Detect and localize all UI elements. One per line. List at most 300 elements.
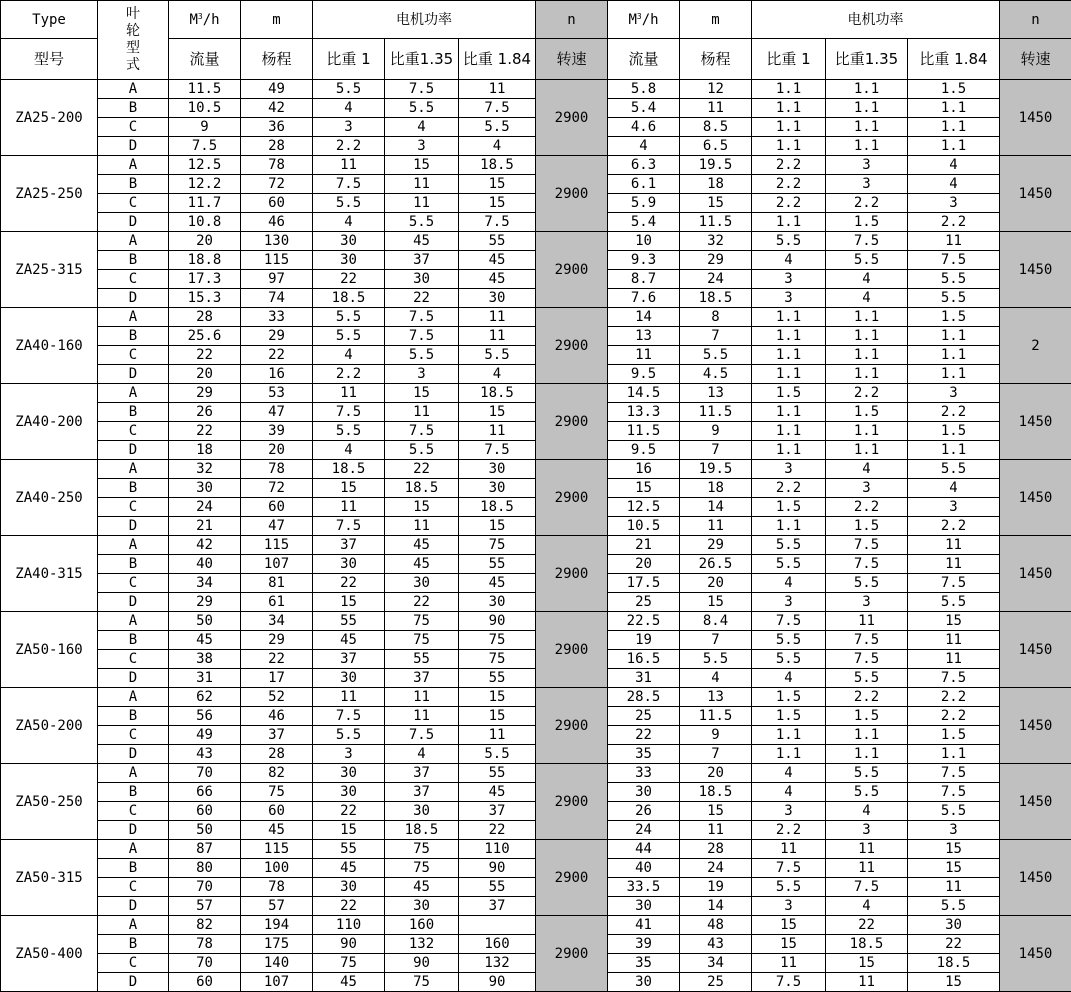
head-1450-cell: 11.5 [680,213,752,232]
power-sg135-2900-cell: 22 [385,593,459,612]
power-sg184-2900-cell: 30 [459,593,536,612]
power-sg135-1450-cell: 7.5 [826,536,908,555]
speed-1450-cell: 1450 [1000,612,1071,688]
flow-1450-cell: 6.3 [608,156,680,175]
power-sg184-1450-cell: 5.5 [908,802,1000,821]
flow-1450-cell: 5.4 [608,99,680,118]
power-sg135-1450-cell: 1.1 [826,745,908,764]
power-sg135-2900-cell: 132 [385,935,459,954]
power-sg184-2900-cell: 7.5 [459,441,536,460]
flow-2900-cell: 20 [169,232,241,251]
head-2900-cell: 61 [241,593,313,612]
speed-1450-cell: 1450 [1000,156,1071,232]
power-sg184-2900-cell: 45 [459,270,536,289]
power-sg1-1450-cell: 1.5 [752,498,826,517]
power-sg184-1450-cell: 5.5 [908,270,1000,289]
power-sg1-2900-cell: 11 [313,156,385,175]
power-sg135-1450-cell: 18.5 [826,935,908,954]
power-sg184-1450-cell: 7.5 [908,574,1000,593]
power-sg135-2900-cell: 75 [385,631,459,650]
flow-1450-cell: 14 [608,308,680,327]
power-sg1-2900-cell: 30 [313,251,385,270]
flow-2900-cell: 70 [169,878,241,897]
power-sg184-2900-cell: 5.5 [459,745,536,764]
power-sg1-2900-cell: 5.5 [313,194,385,213]
flow-2900-cell: 18.8 [169,251,241,270]
flow-2900-cell: 78 [169,935,241,954]
power-sg184-1450-cell: 3 [908,821,1000,840]
flow-1450-cell: 14.5 [608,384,680,403]
speed-1450-cell: 1450 [1000,916,1071,992]
flow-1450-cell: 31 [608,669,680,688]
power-sg1-1450-cell: 1.1 [752,745,826,764]
power-sg1-1450-cell: 4 [752,574,826,593]
flow-2900-cell: 11.7 [169,194,241,213]
power-sg184-1450-cell: 22 [908,935,1000,954]
head-2900-cell: 42 [241,99,313,118]
power-sg1-1450-cell: 1.1 [752,99,826,118]
power-sg1-1450-cell: 2.2 [752,821,826,840]
power-sg135-1450-cell: 1.1 [826,327,908,346]
power-sg1-1450-cell: 3 [752,593,826,612]
power-sg135-1450-cell: 5.5 [826,764,908,783]
impeller-cell: B [98,403,169,422]
power-sg1-1450-cell: 15 [752,935,826,954]
head-2900-cell: 115 [241,251,313,270]
power-sg1-2900-cell: 37 [313,650,385,669]
power-sg1-1450-cell: 5.5 [752,878,826,897]
power-sg184-2900-cell: 5.5 [459,346,536,365]
speed-2900-cell: 2900 [536,80,608,156]
speed-2900-cell: 2900 [536,916,608,992]
head-2900-cell: 57 [241,897,313,916]
power-sg184-2900-cell: 45 [459,251,536,270]
speed-header-2900: 转速 [536,39,608,80]
flow-2900-cell: 9 [169,118,241,137]
power-sg1-1450-cell: 7.5 [752,859,826,878]
power-sg1-1450-cell: 11 [752,840,826,859]
power-sg1-2900-cell: 22 [313,270,385,289]
power-sg184-2900-cell: 11 [459,422,536,441]
flow-1450-cell: 30 [608,973,680,992]
flow-1450-cell: 33 [608,764,680,783]
power-sg184-1450-cell: 1.1 [908,327,1000,346]
motor-power-header-2900: 电机功率 [313,1,536,39]
flow-2900-cell: 22 [169,422,241,441]
motor-power-header-1450: 电机功率 [752,1,1000,39]
power-sg135-2900-cell: 11 [385,688,459,707]
power-sg1-2900-cell: 7.5 [313,517,385,536]
head-1450-cell: 43 [680,935,752,954]
head-2900-cell: 29 [241,327,313,346]
impeller-cell: C [98,802,169,821]
flow-1450-cell: 35 [608,745,680,764]
head-1450-cell: 26.5 [680,555,752,574]
power-sg135-2900-cell: 75 [385,840,459,859]
head-2900-cell: 140 [241,954,313,973]
power-sg1-1450-cell: 11 [752,954,826,973]
power-sg184-1450-cell: 15 [908,612,1000,631]
flow-2900-cell: 82 [169,916,241,935]
power-sg184-1450-cell: 1.5 [908,726,1000,745]
impeller-cell: A [98,232,169,251]
power-sg135-1450-cell: 1.1 [826,346,908,365]
power-sg1-1450-cell: 4 [752,764,826,783]
power-sg135-2900-cell: 30 [385,897,459,916]
head-2900-cell: 22 [241,346,313,365]
head-header-2900: 杨程 [241,39,313,80]
power-sg135-1450-cell: 1.1 [826,441,908,460]
model-cell: ZA50-200 [1,688,98,764]
power-sg135-1450-cell: 1.1 [826,99,908,118]
impeller-cell: D [98,365,169,384]
speed-1450-cell: 1450 [1000,384,1071,460]
power-sg1-1450-cell: 3 [752,897,826,916]
power-sg135-1450-cell: 1.5 [826,517,908,536]
head-2900-cell: 37 [241,726,313,745]
power-sg1-1450-cell: 1.1 [752,308,826,327]
flow-2900-cell: 30 [169,479,241,498]
power-sg184-2900-cell: 7.5 [459,213,536,232]
head-2900-cell: 130 [241,232,313,251]
table-row [1,612,1071,631]
flow-2900-cell: 7.5 [169,137,241,156]
flow-1450-cell: 9.3 [608,251,680,270]
speed-symbol-header-2900: n [536,1,608,39]
sg1-header-2900: 比重 1 [313,39,385,80]
power-sg135-2900-cell: 4 [385,118,459,137]
power-sg1-2900-cell: 5.5 [313,422,385,441]
head-1450-cell: 13 [680,384,752,403]
flow-2900-cell: 18 [169,441,241,460]
head-2900-cell: 60 [241,802,313,821]
power-sg1-2900-cell: 11 [313,688,385,707]
flow-2900-cell: 60 [169,973,241,992]
power-sg184-1450-cell: 1.5 [908,422,1000,441]
power-sg135-2900-cell: 45 [385,536,459,555]
power-sg135-1450-cell: 2.2 [826,688,908,707]
impeller-cell: D [98,517,169,536]
power-sg135-1450-cell: 1.1 [826,80,908,99]
speed-2900-cell: 2900 [536,460,608,536]
power-sg1-2900-cell: 4 [313,99,385,118]
head-1450-cell: 7 [680,631,752,650]
flow-1450-cell: 39 [608,935,680,954]
flow-2900-cell: 50 [169,821,241,840]
power-sg184-1450-cell: 1.5 [908,80,1000,99]
head-1450-cell: 11.5 [680,707,752,726]
flow-unit-suffix: /h [203,12,220,28]
impeller-cell: B [98,479,169,498]
head-1450-cell: 19.5 [680,156,752,175]
head-1450-cell: 8.4 [680,612,752,631]
impeller-cell: C [98,270,169,289]
power-sg135-1450-cell: 3 [826,156,908,175]
flow-unit-header-2900 [169,1,241,39]
head-2900-cell: 107 [241,555,313,574]
power-sg184-2900-cell: 15 [459,194,536,213]
flow-2900-cell: 22 [169,346,241,365]
head-1450-cell: 15 [680,802,752,821]
impeller-cell: C [98,118,169,137]
flow-2900-cell: 15.3 [169,289,241,308]
flow-1450-cell: 30 [608,783,680,802]
power-sg135-2900-cell: 37 [385,764,459,783]
power-sg1-2900-cell: 30 [313,555,385,574]
head-1450-cell: 14 [680,498,752,517]
power-sg135-2900-cell: 37 [385,251,459,270]
power-sg184-1450-cell: 2.2 [908,517,1000,536]
power-sg1-1450-cell: 5.5 [752,631,826,650]
impeller-cell: C [98,574,169,593]
power-sg135-2900-cell: 4 [385,745,459,764]
power-sg1-1450-cell: 2.2 [752,175,826,194]
head-1450-cell: 20 [680,764,752,783]
power-sg135-2900-cell: 37 [385,669,459,688]
power-sg135-1450-cell: 1.5 [826,707,908,726]
flow-2900-cell: 49 [169,726,241,745]
head-1450-cell: 48 [680,916,752,935]
power-sg135-2900-cell: 15 [385,156,459,175]
power-sg184-2900-cell: 5.5 [459,118,536,137]
table-row [1,688,1071,707]
head-unit-header-2900: m [241,1,313,39]
impeller-cell: A [98,156,169,175]
impeller-cell: A [98,536,169,555]
flow-1450-cell: 15 [608,479,680,498]
power-sg1-1450-cell: 3 [752,289,826,308]
head-1450-cell: 4 [680,669,752,688]
power-sg184-1450-cell: 4 [908,175,1000,194]
power-sg1-2900-cell: 7.5 [313,707,385,726]
head-1450-cell: 15 [680,194,752,213]
power-sg135-1450-cell: 5.5 [826,783,908,802]
flow-2900-cell: 25.6 [169,327,241,346]
impeller-cell: B [98,327,169,346]
head-2900-cell: 33 [241,308,313,327]
sg135-header-1450: 比重1.35 [826,39,908,80]
impeller-cell: C [98,346,169,365]
table-row [1,460,1071,479]
sg184-header-1450: 比重 1.84 [908,39,1000,80]
impeller-cell: D [98,973,169,992]
power-sg135-2900-cell: 5.5 [385,346,459,365]
impeller-cell: B [98,707,169,726]
head-2900-cell: 78 [241,878,313,897]
head-1450-cell: 28 [680,840,752,859]
speed-2900-cell: 2900 [536,232,608,308]
head-2900-cell: 78 [241,460,313,479]
head-2900-cell: 20 [241,441,313,460]
power-sg184-1450-cell: 2.2 [908,403,1000,422]
power-sg184-1450-cell: 15 [908,859,1000,878]
speed-1450-cell: 1450 [1000,840,1071,916]
model-cell: ZA40-160 [1,308,98,384]
flow-1450-cell: 16 [608,460,680,479]
sg1-header-1450: 比重 1 [752,39,826,80]
impeller-cell: C [98,726,169,745]
table-row [1,764,1071,783]
table-row [1,308,1071,327]
power-sg1-2900-cell: 18.5 [313,460,385,479]
flow-1450-cell: 44 [608,840,680,859]
speed-2900-cell: 2900 [536,688,608,764]
speed-1450-cell: 1450 [1000,764,1071,840]
flow-1450-cell: 22.5 [608,612,680,631]
head-2900-cell: 53 [241,384,313,403]
speed-2900-cell: 2900 [536,840,608,916]
head-1450-cell: 34 [680,954,752,973]
impeller-cell: B [98,99,169,118]
flow-1450-cell: 16.5 [608,650,680,669]
power-sg184-2900-cell: 15 [459,403,536,422]
power-sg184-1450-cell: 3 [908,498,1000,517]
model-cell: ZA50-400 [1,916,98,992]
model-cell: ZA50-160 [1,612,98,688]
impeller-cell: B [98,175,169,194]
power-sg135-2900-cell: 7.5 [385,80,459,99]
model-cell: ZA40-250 [1,460,98,536]
flow-unit-suffix: /h [642,12,659,28]
speed-1450-cell: 1450 [1000,80,1071,156]
power-sg1-2900-cell: 45 [313,631,385,650]
model-cell: ZA50-250 [1,764,98,840]
power-sg1-1450-cell: 1.1 [752,422,826,441]
flow-2900-cell: 10.8 [169,213,241,232]
model-cell: ZA25-200 [1,80,98,156]
power-sg1-1450-cell: 15 [752,916,826,935]
power-sg1-1450-cell: 5.5 [752,555,826,574]
power-sg135-2900-cell: 3 [385,137,459,156]
flow-2900-cell: 10.5 [169,99,241,118]
sg184-header-2900: 比重 1.84 [459,39,536,80]
flow-1450-cell: 11 [608,346,680,365]
power-sg135-2900-cell: 11 [385,194,459,213]
head-1450-cell: 29 [680,536,752,555]
head-1450-cell: 11 [680,99,752,118]
power-sg135-2900-cell: 160 [385,916,459,935]
head-1450-cell: 14 [680,897,752,916]
power-sg184-2900-cell: 11 [459,308,536,327]
power-sg1-1450-cell: 4 [752,783,826,802]
head-1450-cell: 12 [680,80,752,99]
head-1450-cell: 19.5 [680,460,752,479]
power-sg135-2900-cell: 30 [385,574,459,593]
head-1450-cell: 24 [680,859,752,878]
power-sg1-2900-cell: 2.2 [313,365,385,384]
power-sg1-1450-cell: 2.2 [752,156,826,175]
speed-header-1450: 转速 [1000,39,1071,80]
power-sg1-1450-cell: 1.1 [752,213,826,232]
power-sg1-1450-cell: 7.5 [752,612,826,631]
speed-symbol-header-1450: n [1000,1,1071,39]
power-sg135-1450-cell: 4 [826,897,908,916]
power-sg135-1450-cell: 1.5 [826,403,908,422]
power-sg1-1450-cell: 1.1 [752,346,826,365]
power-sg184-1450-cell: 11 [908,536,1000,555]
flow-2900-cell: 29 [169,384,241,403]
power-sg1-2900-cell: 110 [313,916,385,935]
power-sg135-1450-cell: 5.5 [826,669,908,688]
flow-1450-cell: 25 [608,593,680,612]
power-sg184-2900-cell: 75 [459,536,536,555]
flow-1450-cell: 19 [608,631,680,650]
power-sg184-2900-cell: 110 [459,840,536,859]
flow-2900-cell: 31 [169,669,241,688]
impeller-cell: D [98,593,169,612]
model-header: 型号 [1,39,98,80]
impeller-cell: D [98,821,169,840]
power-sg1-1450-cell: 1.1 [752,365,826,384]
flow-2900-cell: 20 [169,365,241,384]
head-2900-cell: 47 [241,403,313,422]
impeller-cell: D [98,441,169,460]
power-sg1-2900-cell: 4 [313,441,385,460]
power-sg1-2900-cell: 37 [313,536,385,555]
power-sg1-1450-cell: 1.1 [752,118,826,137]
head-2900-cell: 82 [241,764,313,783]
power-sg135-2900-cell: 45 [385,878,459,897]
power-sg1-2900-cell: 5.5 [313,80,385,99]
power-sg184-2900-cell: 55 [459,555,536,574]
flow-1450-cell: 4.6 [608,118,680,137]
power-sg1-2900-cell: 55 [313,840,385,859]
power-sg184-2900-cell: 30 [459,289,536,308]
power-sg184-2900-cell: 18.5 [459,384,536,403]
head-1450-cell: 13 [680,688,752,707]
power-sg184-2900-cell: 90 [459,973,536,992]
power-sg135-2900-cell: 75 [385,973,459,992]
flow-1450-cell: 13.3 [608,403,680,422]
power-sg1-1450-cell: 1.1 [752,517,826,536]
power-sg1-2900-cell: 90 [313,935,385,954]
speed-2900-cell: 2900 [536,612,608,688]
power-sg1-2900-cell: 45 [313,973,385,992]
power-sg135-2900-cell: 7.5 [385,308,459,327]
head-header-1450: 杨程 [680,39,752,80]
power-sg184-1450-cell: 2.2 [908,707,1000,726]
power-sg1-2900-cell: 22 [313,802,385,821]
power-sg135-1450-cell: 3 [826,175,908,194]
head-1450-cell: 29 [680,251,752,270]
power-sg1-2900-cell: 22 [313,897,385,916]
impeller-cell: C [98,194,169,213]
flow-1450-cell: 7.6 [608,289,680,308]
power-sg184-2900-cell: 15 [459,707,536,726]
sg135-header-2900: 比重1.35 [385,39,459,80]
power-sg184-2900-cell: 11 [459,80,536,99]
power-sg184-1450-cell: 1.1 [908,365,1000,384]
flow-1450-cell: 26 [608,802,680,821]
power-sg1-2900-cell: 5.5 [313,327,385,346]
flow-header-2900: 流量 [169,39,241,80]
model-cell: ZA25-315 [1,232,98,308]
power-sg1-2900-cell: 15 [313,479,385,498]
flow-1450-cell: 10 [608,232,680,251]
head-2900-cell: 47 [241,517,313,536]
head-1450-cell: 15 [680,593,752,612]
flow-2900-cell: 70 [169,954,241,973]
power-sg135-2900-cell: 45 [385,555,459,574]
flow-2900-cell: 21 [169,517,241,536]
flow-1450-cell: 11.5 [608,422,680,441]
power-sg135-1450-cell: 7.5 [826,232,908,251]
power-sg135-1450-cell: 7.5 [826,555,908,574]
power-sg135-1450-cell: 4 [826,802,908,821]
power-sg135-1450-cell: 3 [826,593,908,612]
power-sg135-1450-cell: 4 [826,289,908,308]
flow-2900-cell: 11.5 [169,80,241,99]
